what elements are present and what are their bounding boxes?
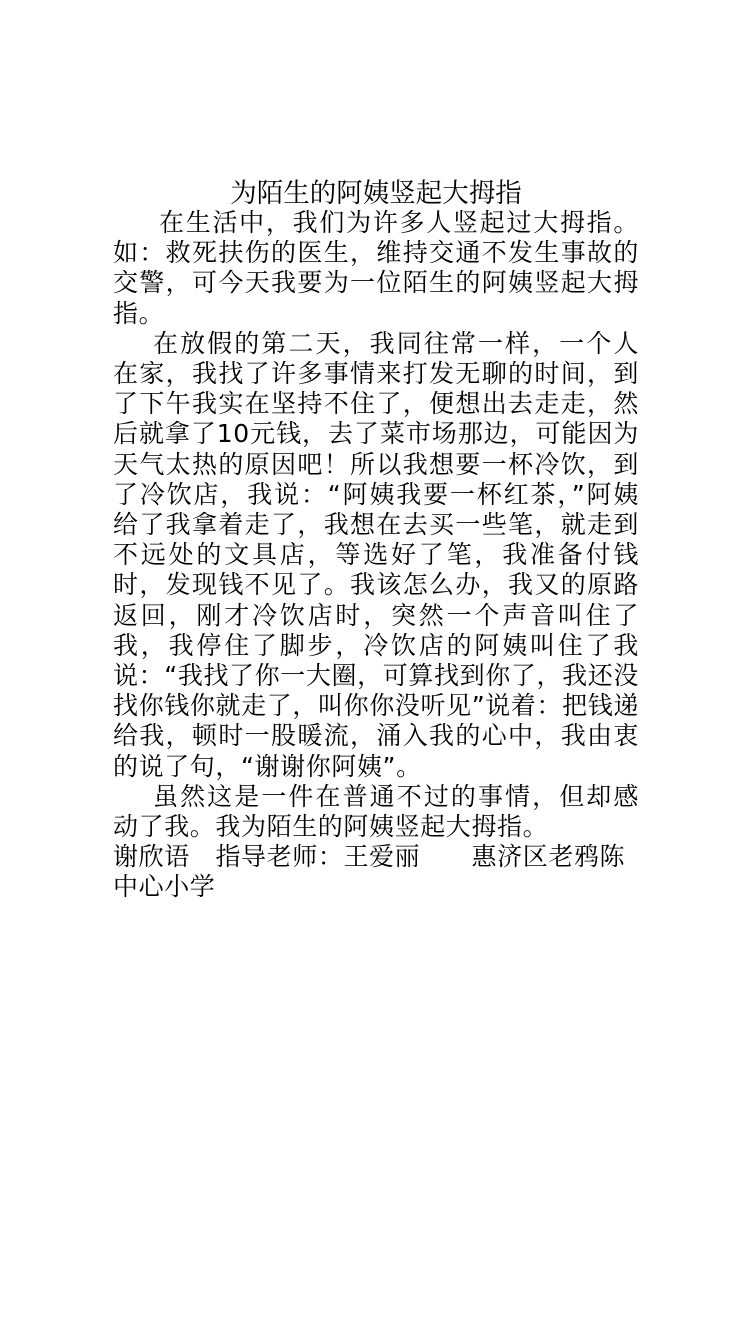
paragraph-story: 在放假的第二天，我同往常一样，一个人在家，我找了许多事情来打发无聊的时间，到了下午我实在坚持不住了，便想出去走走，然后就拿了10元钱，去了菜市场那边，可能因为天气太热的原因吧！所以我想要一杯冷饮，到了冷饮店，我说：“阿姨我要一杯红茶，”阿姨给了我拿着走了，我想在去买一些笔，就走到不远处的文具店，等选好了笔，我准备付钱时，发现钱不见了。我该怎么办，我又的原路返回，刚才冷饮店时，突然一个声音叫住了我，我停住了脚步，冷饮店的阿姨叫住了我说：“我找了你一大圈，可算找到你了，我还没找你钱你就走了，叫你你没听见”说着：把钱递给我，顿时一股暖流，涌入我的心中，我由衷的说了句，“谢谢你阿姨”。: [113, 328, 639, 781]
byline: [113, 842, 639, 902]
paragraph-intro: 在生活中，我们为许多人竖起过大拇指。如：救死扶伤的医生，维持交通不发生事故的交警，可今天我要为一位陌生的阿姨竖起大拇指。: [113, 208, 639, 328]
article-title: 为陌生的阿姨竖起大拇指: [230, 178, 522, 209]
article: [113, 176, 639, 903]
teacher-name: 指导老师：王爱丽: [215, 842, 421, 872]
paragraph-conclusion: 虽然这是一件在普通不过的事情，但却感动了我。我为陌生的阿姨竖起大拇指。: [113, 781, 639, 842]
author-name: 谢欣语: [113, 842, 190, 872]
school-name: 惠济区老鸦陈中心小学: [113, 842, 626, 902]
